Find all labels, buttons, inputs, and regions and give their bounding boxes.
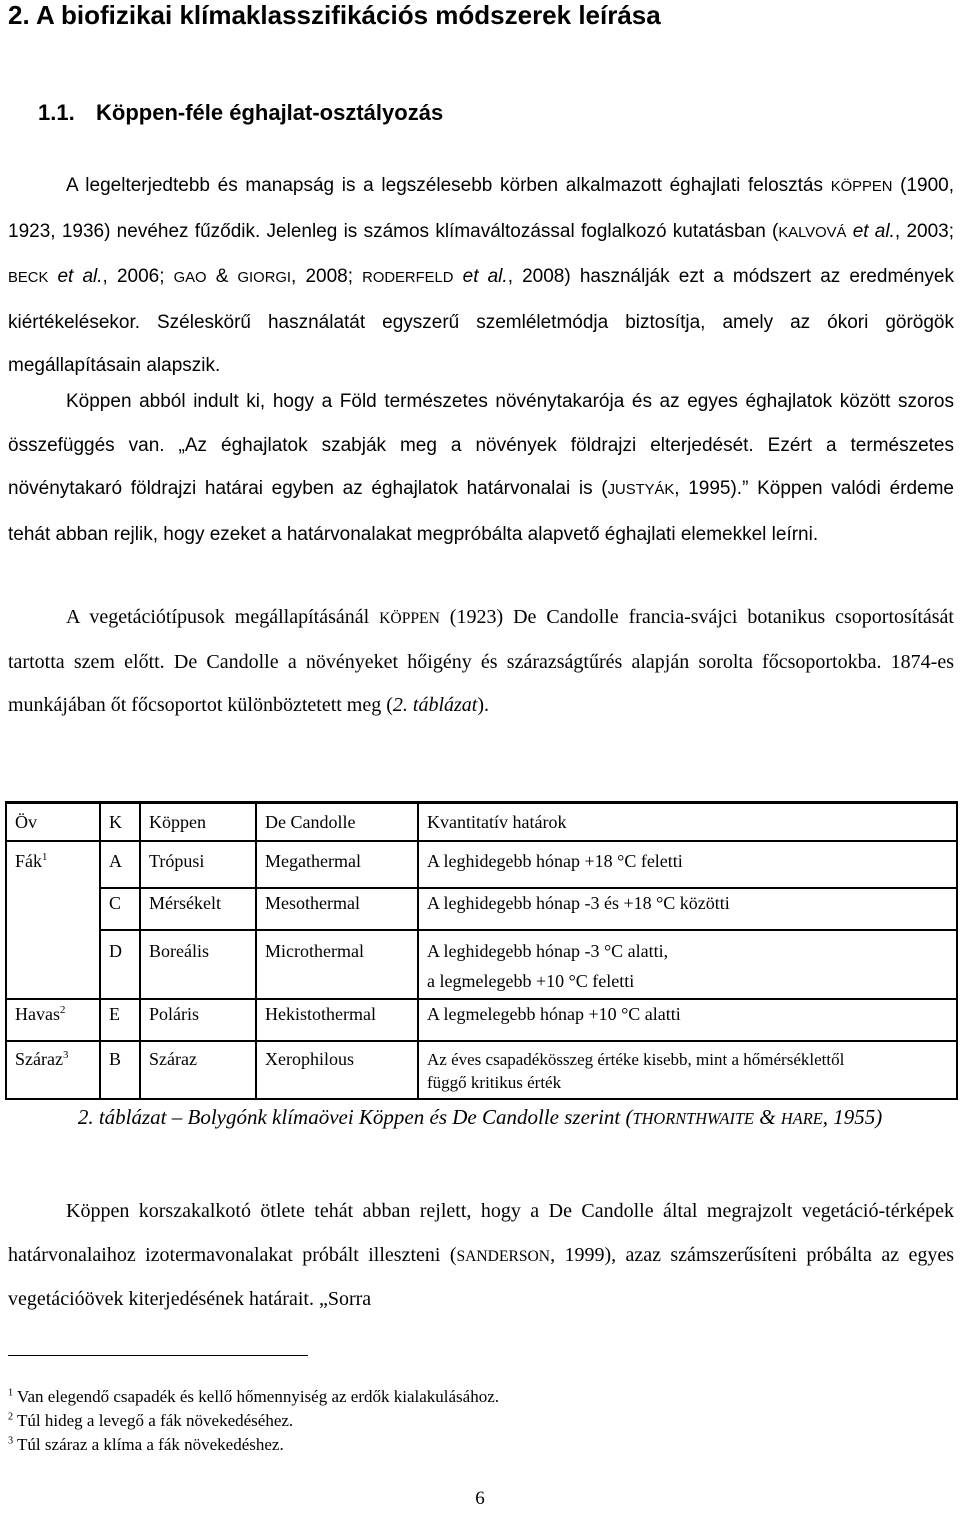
p1-text-a: A legelterjedtebb és manapság is a legszélesebb körben alkalmazott éghajlati felosztás <box>66 175 831 196</box>
et-al: et al. <box>48 266 103 287</box>
footnote-number: 3 <box>8 1435 14 1447</box>
table-row <box>6 1041 957 1099</box>
author-gao: GAO <box>173 270 207 286</box>
paragraph-3 <box>8 596 954 728</box>
table-cell: Boreális <box>140 930 256 999</box>
et-al: et al. <box>846 220 895 242</box>
author-kalvova: KALVOVÁ <box>778 224 847 241</box>
p1-text-f: , 2008; <box>291 266 363 287</box>
p2-text-b: , 1995).” Köppen valódi érdeme tehát abban rejlik, hogy ezeket a határvonalakat megpróbálta alapvető éghajlati elemekkel leírni. <box>8 478 954 545</box>
table-row <box>6 930 957 999</box>
footnote-1 <box>8 1386 499 1408</box>
zone-label: Fák <box>15 851 42 871</box>
limits-line-2: a legmelegebb +10 °C feletti <box>427 971 635 991</box>
section-heading: 2. A biofizikai klímaklasszifikációs módszerek leírása <box>8 0 661 30</box>
paragraph-4 <box>8 1190 954 1322</box>
table-cell: A legmelegebb hónap +10 °C alatti <box>418 999 957 1041</box>
author-beck: BECK <box>8 270 49 286</box>
footnote-number: 2 <box>8 1411 14 1423</box>
table-cell: A leghidegebb hónap +18 °C feletti <box>418 841 957 888</box>
table-cell: Hekistothermal <box>256 999 418 1041</box>
table-header-cell: Öv <box>6 803 100 842</box>
p4-text-b: , 1999), azaz számszerűsíteni próbálta az egyes vegetációövek kiterjedésének határait. „Sorra <box>8 1243 954 1310</box>
table-header-cell: De Candolle <box>256 803 418 842</box>
table-cell: Mérsékelt <box>140 888 256 930</box>
zone-cell <box>6 841 100 888</box>
table-cell: Mesothermal <box>256 888 418 930</box>
table-row <box>6 841 957 888</box>
footnote-text: Van elegendő csapadék és kellő hőmennyiség az erdők kialakulásához. <box>17 1387 500 1406</box>
author-giorgi: GIORGI <box>237 270 292 286</box>
footnote-3 <box>8 1434 284 1456</box>
footnote-marker: 1 <box>42 851 48 863</box>
caption-text-c: , 1955) <box>822 1105 883 1129</box>
p2-text-a: Köppen abból indult ki, hogy a Föld természetes növénytakarója és az egyes éghajlatok között szoros összefüggés van. „Az éghajlatok szabják meg a növények földrajzi elterjedését. Ezért a természetes növénytakaró földrajzi határai egyben az éghajlatok határvonalai is ( <box>8 391 954 499</box>
paragraph-2 <box>8 380 954 556</box>
footnote-text: Túl száraz a klíma a fák növekedéshez. <box>17 1435 284 1454</box>
zone-label: Száraz <box>15 1049 63 1069</box>
table-cell: Száraz <box>140 1041 256 1099</box>
author-koppen: KÖPPEN <box>379 610 440 627</box>
table-header-cell: Kvantitatív határok <box>418 803 957 842</box>
zone-cell <box>6 999 100 1041</box>
footnote-marker: 2 <box>59 1004 66 1016</box>
table-cell: D <box>100 930 140 999</box>
author-sanderson: SANDERSON <box>456 1247 551 1265</box>
p3-text-c: ). <box>477 694 490 716</box>
et-al: et al. <box>453 266 508 287</box>
subsection-title: Köppen-féle éghajlat-osztályozás <box>96 100 444 125</box>
author-koppen: KÖPPEN <box>830 179 893 195</box>
p3-text-b: (1923) De Candolle francia-svájci botanikus csoportosítását tartotta szem előtt. De Candolle a növényeket hőigény és szárazságtűrés alapján sorolta főcsoportokba. 1874-es munkájában őt főcsoportot különböztetett meg ( <box>8 606 954 716</box>
table-row <box>6 999 957 1041</box>
table-cell: Megathermal <box>256 841 418 888</box>
zone-cell <box>6 1041 100 1099</box>
footnote-marker: 3 <box>62 1049 69 1061</box>
p1-text-d: , 2006; <box>102 266 174 287</box>
table-header-row <box>6 803 957 842</box>
footnote-text: Túl hideg a levegő a fák növekedéséhez. <box>17 1411 294 1430</box>
zone-cell <box>6 930 100 999</box>
table-caption <box>20 1102 940 1134</box>
table-header-cell: Köppen <box>140 803 256 842</box>
table-header-cell: K <box>100 803 140 842</box>
table-cell: A leghidegebb hónap -3 és +18 °C közötti <box>418 888 957 930</box>
p1-text-g: , 2008) használják ezt a módszert az eredmények kiértékelésekor. Széleskörű használatát egyszerű szemléletmódja biztosítja, amely az ókori görögök megállapításain alapszik. <box>8 266 954 376</box>
table-cell: C <box>100 888 140 930</box>
table-reference: 2. táblázat <box>392 694 478 716</box>
p4-text-a: Köppen korszakalkotó ötlete tehát abban rejlett, hogy a De Candolle által megrajzolt vegetáció-térképek határvonalaihoz izotermavonalakat próbált illeszteni ( <box>8 1200 954 1266</box>
subsection-number: 1.1. <box>38 100 75 125</box>
table-cell: Trópusi <box>140 841 256 888</box>
table-cell: Xerophilous <box>256 1041 418 1099</box>
limits-line-1: A leghidegebb hónap -3 °C alatti, <box>427 941 669 961</box>
subsection-heading <box>38 98 443 128</box>
paragraph-1 <box>8 164 954 388</box>
table-row <box>6 888 957 930</box>
caption-text-a: 2. táblázat – Bolygónk klímaövei Köppen és De Candolle szerint ( <box>77 1105 633 1129</box>
zone-label: Havas <box>15 1004 60 1024</box>
zone-cell <box>6 888 100 930</box>
table-cell <box>418 930 957 999</box>
footnote-number: 1 <box>8 1387 14 1399</box>
author-justyak: JUSTYÁK <box>607 482 675 498</box>
limits-line-2: függő kritikus érték <box>427 1073 562 1092</box>
table-cell <box>418 1041 957 1099</box>
table-cell: A <box>100 841 140 888</box>
p1-text-e: & <box>206 266 238 287</box>
p1-text-b: (1900, 1923, 1936) nevéhez fűződik. Jelenleg is számos klímaváltozással foglalkozó kutatásban ( <box>8 175 954 242</box>
footnote-separator <box>8 1355 308 1356</box>
table-cell: Microthermal <box>256 930 418 999</box>
caption-text-b: & <box>754 1105 781 1129</box>
limits-line-1: Az éves csapadékösszeg értéke kisebb, mint a hőmérséklettől <box>427 1050 845 1069</box>
table-cell: E <box>100 999 140 1041</box>
author-roderfeld: RODERFELD <box>362 270 454 286</box>
footnote-2 <box>8 1410 293 1432</box>
table-cell: Poláris <box>140 999 256 1041</box>
page-number: 6 <box>475 1488 485 1509</box>
author-thornthwaite: THORNTHWAITE <box>632 1109 755 1128</box>
table-cell: B <box>100 1041 140 1099</box>
p1-text-c: , 2003; <box>894 220 954 242</box>
p3-text-a: A vegetációtípusok megállapításánál <box>66 606 380 628</box>
climate-zones-table <box>5 801 958 1100</box>
author-hare: HARE <box>780 1109 823 1128</box>
